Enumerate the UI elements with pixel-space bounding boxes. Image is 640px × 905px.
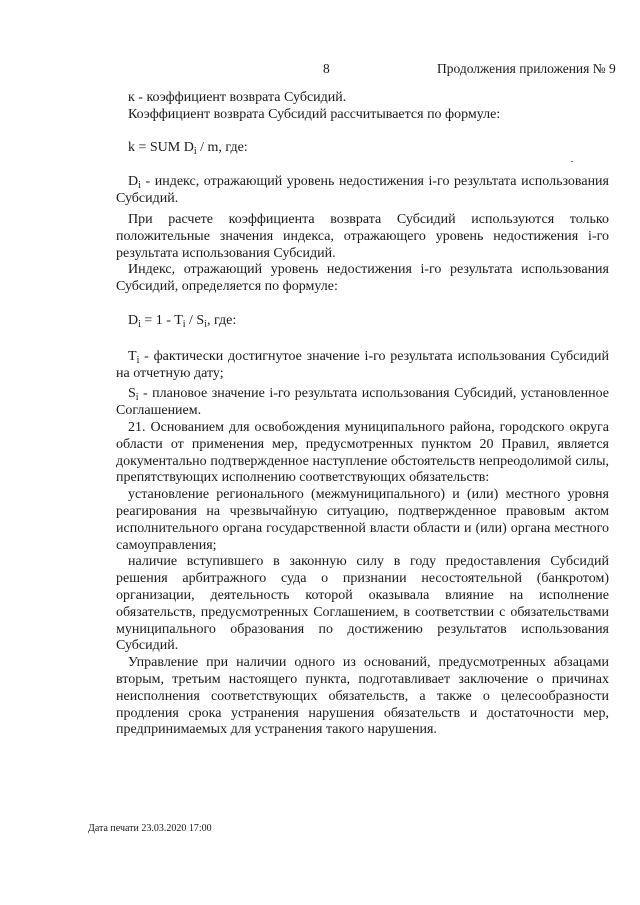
k-definition: к - коэффициент возврата Субсидий. — [128, 90, 347, 105]
k-calculation-intro: Коэффициент возврата Субсидий рассчитывается по формуле: — [128, 106, 501, 122]
si-definition: $S_i$ - плановое значение i-го результата использования Субсидий, установленное Соглашением. — [116, 386, 609, 419]
index-intro: Индекс, отражающий уровень недостижения i-го результата использования Субсидий, определяется по формуле: — [116, 262, 609, 295]
appendix-continuation-header: Продолжения приложения № 9 — [437, 61, 616, 76]
formula-d: $D_i = 1 - T_i / S_i$, где: — [128, 312, 237, 330]
di-definition: $D_i$ - индекс, отражающий уровень недостижения i-го результата использования Субсидий. — [116, 174, 609, 207]
item-21-ground-bankruptcy: наличие вступившего в законную силу в году предоставления Субсидий решения арбитражного суда о признании несостоятельной (банкротом) организации, деятельность которой оказывала влияние на исполнение обязательств, предусмотренных Соглашением, в соответствии с обязательствами муниципального образования по достижению результатов использования Субсидий. — [116, 554, 609, 654]
document-body — [116, 90, 609, 739]
management-conclusion-paragraph: Управление при наличии одного из оснований, предусмотренных абзацами вторым, третьим настоящего пункта, подготавливает заключение о причинах неисполнения соответствующих обязательств, а также о целесообразности продления срока устранения нарушения обязательств и достаточности мер, предпринимаемых для устранения такого нарушения. — [116, 655, 609, 738]
print-date: Дата печати 23.03.2020 17:00 — [88, 823, 212, 834]
positive-values-paragraph: При расчете коэффициента возврата Субсидий используются только положительные значения индекса, отражающего уровень недостижения i-го результата использования Субсидий. — [116, 211, 609, 261]
page-number: 8 — [323, 61, 330, 76]
item-21-paragraph: 21. Основанием для освобождения муниципального района, городского округа области от применения мер, предусмотренных пунктом 20 Правил, является документально подтвержденное наступление обстоятельств непреодолимой силы, препятствующих исполнению соответствующих обязательств: — [116, 419, 609, 486]
item-21-ground-emergency: установление регионального (межмуниципального) и (или) местного уровня реагирования на чрезвычайную ситуацию, подтвержденное правовым актом исполнительного органа государственной власти области и (или) органа местного самоуправления; — [116, 487, 609, 553]
formula-k: k = SUM $D_i$ / m, где: — [128, 139, 248, 157]
ti-definition: $T_i$ - фактически достигнутое значение i-го результата использования Субсидий на отчетную дату; — [116, 348, 609, 381]
